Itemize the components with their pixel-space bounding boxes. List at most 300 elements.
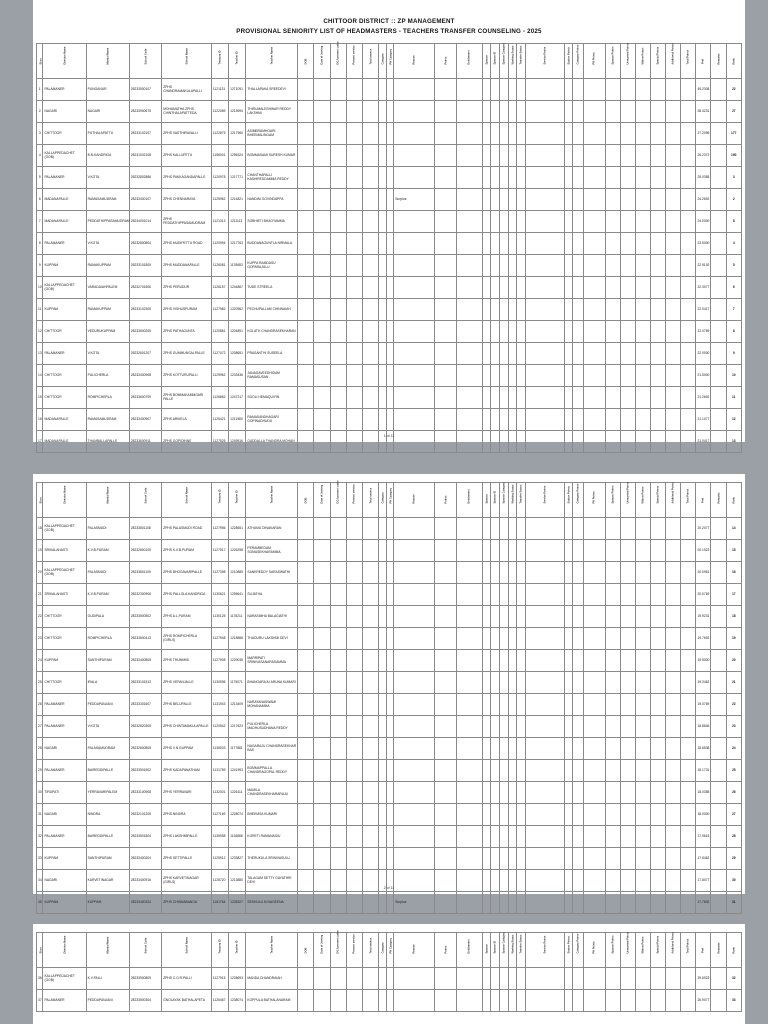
table-cell: 8 (37, 233, 43, 255)
table-cell (482, 277, 491, 299)
table-cell (298, 321, 314, 343)
table-cell (620, 892, 635, 914)
table-cell (379, 211, 387, 233)
table-cell (386, 694, 394, 716)
table-cell (508, 189, 517, 211)
table-cell (491, 804, 500, 826)
table-cell (435, 990, 457, 1012)
table-cell (681, 826, 696, 848)
table-cell: 12 (726, 409, 741, 431)
column-header (346, 44, 362, 79)
column-header (229, 933, 246, 968)
column-header-label: PH Category (389, 48, 393, 64)
table-cell (499, 650, 508, 672)
table-cell: 1217960 (229, 123, 246, 145)
table-cell (394, 782, 435, 804)
table-cell (517, 145, 526, 167)
column-header-label: Teacher ID (235, 939, 239, 953)
table-cell: RAMASANDHAGARI GOPINADHUDU (246, 409, 298, 431)
table-cell: 4 (726, 233, 741, 255)
table-cell (508, 760, 517, 782)
table-cell (298, 101, 314, 123)
table-cell: ZPHS PEDDATHIPPASAMUDRAM (162, 211, 212, 233)
table-cell (651, 826, 666, 848)
table-row (37, 990, 742, 1012)
table-cell (711, 826, 726, 848)
table-cell (330, 365, 346, 387)
column-header (666, 933, 681, 968)
table-cell (517, 584, 526, 606)
table-cell: ZPHS SETTIPALLE (162, 848, 212, 870)
table-cell: 19 (726, 628, 741, 650)
column-header (211, 933, 228, 968)
table-cell: V.KOTA (86, 343, 129, 365)
table-cell: NARAYANASWAMI MOHANAMMA (246, 694, 298, 716)
table-cell (666, 123, 681, 145)
table-cell (651, 365, 666, 387)
table-cell (499, 826, 508, 848)
table-row (37, 650, 742, 672)
table-cell (362, 606, 378, 628)
table-cell: PALAMANER (43, 990, 86, 1012)
table-cell: PALAMANER (43, 233, 86, 255)
table-cell (491, 167, 500, 189)
table-cell: 28233400204 (129, 848, 161, 870)
table-cell (666, 804, 681, 826)
table-cell (666, 650, 681, 672)
column-header-label: Widow Points (641, 486, 645, 503)
table-cell: 14 (726, 518, 741, 540)
table-cell (635, 343, 650, 365)
table-cell (620, 782, 635, 804)
table-cell: BOMMASAMI SURESH KUMAR (246, 145, 298, 167)
column-header-label: Category (381, 941, 385, 953)
table-cell (435, 343, 457, 365)
table-cell (362, 990, 378, 1012)
table-cell: VEDURUKUPPAM (86, 321, 129, 343)
table-cell (314, 387, 330, 409)
table-cell (573, 518, 584, 540)
table-cell (491, 101, 500, 123)
table-cell (605, 540, 620, 562)
table-row (37, 321, 742, 343)
column-header (129, 44, 161, 79)
table-cell (298, 409, 314, 431)
table-cell: 1132001 (211, 782, 228, 804)
table-cell (314, 760, 330, 782)
column-header-label: Station Points (567, 485, 571, 503)
table-cell: 34 (37, 870, 43, 892)
table-cell: 1210885 (229, 562, 246, 584)
table-cell (584, 760, 606, 782)
table-cell: KUPPAM (43, 848, 86, 870)
table-cell (681, 299, 696, 321)
table-cell: 1 (37, 79, 43, 101)
table-cell (314, 233, 330, 255)
table-cell: V.KOTA (86, 716, 129, 738)
table-cell: ZPHS K.V.B.PURAM (162, 540, 212, 562)
column-header-label: Mandal Name (106, 936, 110, 953)
table-cell: 28233102107 (129, 123, 161, 145)
table-cell: 18.1731 (696, 760, 711, 782)
table-cell (525, 650, 564, 672)
table-cell (711, 365, 726, 387)
column-header-label: Special Points (656, 485, 660, 503)
column-header (330, 40, 346, 79)
table-cell (573, 233, 584, 255)
column-header-label: Station Points (567, 46, 571, 64)
table-cell: 20 (726, 650, 741, 672)
table-cell: 24 (37, 650, 43, 672)
table-cell (564, 584, 573, 606)
table-cell (330, 123, 346, 145)
table-cell (482, 826, 491, 848)
table-cell (499, 167, 508, 189)
table-cell: ZPHS GUMMUNGALPALLE (162, 343, 212, 365)
table-cell: PUNGANUR (86, 79, 129, 101)
table-cell (620, 277, 635, 299)
table-cell: 19.5000 (696, 650, 711, 672)
table-cell: PEDDAPANJANI (86, 990, 129, 1012)
column-header-label: Spouse ID (493, 490, 497, 503)
column-header (564, 483, 573, 518)
table-cell (584, 321, 606, 343)
table-cell (491, 848, 500, 870)
table-cell (346, 672, 362, 694)
table-cell: 45.2308 (696, 79, 711, 101)
table-cell (605, 387, 620, 409)
table-cell (584, 782, 606, 804)
table-cell (491, 189, 500, 211)
table-cell (330, 584, 346, 606)
table-cell (362, 233, 378, 255)
column-header-label: Spouse (485, 493, 489, 503)
table-cell: PALASMUDI (86, 518, 129, 540)
table-cell: 1215994 (229, 101, 246, 123)
table-row (37, 79, 742, 101)
table-cell: 1228651 (229, 518, 246, 540)
table-cell (386, 968, 394, 990)
table-cell (517, 255, 526, 277)
table-cell: 1211580 (229, 409, 246, 431)
table-cell: 28 (726, 826, 741, 848)
table-cell (499, 738, 508, 760)
column-header (605, 44, 620, 79)
table-cell (573, 584, 584, 606)
table-cell: 28232800805 (129, 738, 161, 760)
table-cell: CHITTOOR (43, 365, 86, 387)
table-cell (482, 233, 491, 255)
column-header (346, 483, 362, 518)
table-cell (584, 738, 606, 760)
table-cell (491, 540, 500, 562)
table-cell (681, 738, 696, 760)
table-cell (298, 672, 314, 694)
table-cell (651, 650, 666, 672)
table-cell: VARADAIAHPALEM (86, 277, 129, 299)
table-cell: 22.5192 (696, 255, 711, 277)
table-cell (573, 167, 584, 189)
table-cell (517, 716, 526, 738)
column-header-label: Category Points (576, 44, 580, 64)
column-header-label: DOB (304, 497, 308, 503)
table-cell (482, 123, 491, 145)
table-cell (314, 848, 330, 870)
table-cell: ZPHS CHINNABANGA (162, 892, 212, 914)
table-cell: 3 (37, 123, 43, 145)
table-cell: THUDURU LAKSHMI DEVI (246, 628, 298, 650)
table-cell: 1214821 (229, 189, 246, 211)
table-cell (314, 277, 330, 299)
table-cell (525, 628, 564, 650)
table-cell (435, 299, 457, 321)
table-cell (651, 518, 666, 540)
table-cell (491, 79, 500, 101)
table-cell (394, 672, 435, 694)
table-cell (298, 255, 314, 277)
table-cell (314, 584, 330, 606)
table-cell (573, 321, 584, 343)
seniority-table (36, 40, 742, 453)
table-cell (394, 101, 435, 123)
table-cell: 190 (726, 145, 741, 167)
table-cell (666, 518, 681, 540)
column-header-label: Working Status (511, 45, 515, 64)
column-header-label: Present service (352, 483, 356, 503)
column-header (314, 933, 330, 968)
table-cell (456, 606, 482, 628)
table-cell: 1125421 (211, 409, 228, 431)
table-cell (651, 804, 666, 826)
table-cell (379, 277, 387, 299)
table-cell (620, 628, 635, 650)
table-cell: SOBHIETI BHAGYAMMA (246, 211, 298, 233)
table-cell (499, 584, 508, 606)
table-cell (573, 738, 584, 760)
table-cell (379, 321, 387, 343)
column-header-label: Treasury ID (218, 49, 222, 64)
table-cell: SESHULU M NAGEENA (246, 892, 298, 914)
table-cell (330, 540, 346, 562)
table-cell: ROMPICHERLA (86, 387, 129, 409)
table-cell (573, 255, 584, 277)
table-cell (666, 738, 681, 760)
table-cell (525, 990, 564, 1012)
column-header-label: Unmarried Points (626, 481, 630, 503)
table-cell (346, 892, 362, 914)
table-cell (435, 518, 457, 540)
document-header (33, 18, 745, 35)
table-cell: 19.0769 (696, 694, 711, 716)
table-cell: 1120994 (211, 233, 228, 255)
table-cell (379, 299, 387, 321)
column-header (491, 483, 500, 518)
table-cell (651, 628, 666, 650)
table-cell (517, 760, 526, 782)
table-cell (314, 782, 330, 804)
table-cell (456, 233, 482, 255)
table-cell: 28 (37, 738, 43, 760)
table-cell: ZPHS NINDRA (162, 804, 212, 826)
table-cell (314, 255, 330, 277)
column-header-label: DOJ present cadre (336, 929, 340, 953)
table-cell: 1156001 (211, 145, 228, 167)
table-cell (298, 343, 314, 365)
column-header-label: Spouse ID (493, 940, 497, 953)
table-cell: BUDDANAGUNTLA NIRMALA (246, 233, 298, 255)
column-header (635, 483, 650, 518)
column-header (635, 933, 650, 968)
table-cell (482, 694, 491, 716)
table-cell: 25.0385 (696, 167, 711, 189)
table-cell: 1213409 (229, 694, 246, 716)
column-header-label: Additional Points (671, 42, 675, 64)
table-cell: CHITTOOR (43, 628, 86, 650)
table-cell (346, 167, 362, 189)
table-cell: 1208651 (229, 343, 246, 365)
table-cell (298, 299, 314, 321)
table-cell (651, 167, 666, 189)
column-header-label: Working Status (511, 934, 515, 953)
table-cell (681, 694, 696, 716)
table-cell: 29 (726, 848, 741, 870)
column-header (666, 44, 681, 79)
table-cell (564, 123, 573, 145)
table-cell (314, 540, 330, 562)
table-cell: GNOLAYAK BATHALAPETA (162, 990, 212, 1012)
table-cell (711, 892, 726, 914)
table-cell: 1217771 (229, 167, 246, 189)
table-cell (573, 387, 584, 409)
table-cell (482, 189, 491, 211)
table-cell: KORETI RAMANAIDU (246, 826, 298, 848)
table-body (37, 518, 742, 914)
table-cell: B.N.KANDRIGA (86, 145, 129, 167)
table-cell: NAGARI (43, 870, 86, 892)
column-header (435, 44, 457, 79)
table-cell (605, 365, 620, 387)
table-cell: ZPHS VASTHIRAVALLI (162, 123, 212, 145)
column-header-label: DOB (304, 947, 308, 953)
table-cell (508, 79, 517, 101)
table-cell (605, 101, 620, 123)
column-header (346, 933, 362, 968)
document-title: CHITTOOR DISTRICT :: ZP MANAGEMENT (323, 18, 455, 25)
table-cell: 28233801108 (129, 518, 161, 540)
table-cell (362, 321, 378, 343)
table-cell (362, 716, 378, 738)
table-cell (517, 562, 526, 584)
table-cell (508, 277, 517, 299)
column-header-label: Division Name (63, 46, 67, 64)
table-cell (564, 79, 573, 101)
header-row (37, 44, 742, 79)
column-header-label: Date of Joining (320, 484, 324, 503)
table-cell (362, 760, 378, 782)
table-cell: ZPHS A.L.PURAM (162, 606, 212, 628)
table-cell (435, 826, 457, 848)
table-cell: KALLAPPEDACHET (GOB) (43, 277, 86, 299)
column-header (162, 44, 212, 79)
table-cell (346, 123, 362, 145)
table-cell (346, 716, 362, 738)
column-header-label: Division Name (63, 485, 67, 503)
table-cell (499, 628, 508, 650)
table-cell (681, 540, 696, 562)
table-cell (330, 101, 346, 123)
table-cell (379, 145, 387, 167)
table-cell: 9 (726, 343, 741, 365)
table-cell (635, 650, 650, 672)
table-cell (386, 804, 394, 826)
table-cell (435, 672, 457, 694)
table-cell (482, 804, 491, 826)
table-cell (711, 672, 726, 694)
table-cell (525, 782, 564, 804)
table-cell (362, 101, 378, 123)
table-cell (620, 968, 635, 990)
table-cell (584, 650, 606, 672)
table-cell (435, 211, 457, 233)
table-cell (508, 990, 517, 1012)
table-cell (681, 145, 696, 167)
table-cell (346, 782, 362, 804)
table-cell: 17.7692 (696, 892, 711, 914)
table-cell (651, 738, 666, 760)
table-cell: 1247217 (229, 387, 246, 409)
table-cell: PUTHALAPATTU (86, 123, 129, 145)
column-header-label: Pref (701, 947, 705, 953)
table-cell (666, 233, 681, 255)
table-cell (330, 892, 346, 914)
table-cell (435, 409, 457, 431)
table-cell (564, 804, 573, 826)
column-header-label: Sl.no (39, 496, 43, 503)
table-cell: 28233501502 (129, 760, 161, 782)
table-cell: 3 (726, 167, 741, 189)
table-cell (681, 255, 696, 277)
table-cell (620, 672, 635, 694)
header-row (37, 933, 742, 968)
table-cell: 1217623 (229, 716, 246, 738)
table-header (37, 40, 742, 79)
table-cell (394, 299, 435, 321)
table-cell (491, 826, 500, 848)
table-cell (362, 584, 378, 606)
column-header (726, 44, 741, 79)
column-header (605, 933, 620, 968)
table-cell (605, 782, 620, 804)
table-cell (564, 321, 573, 343)
table-cell: 7 (726, 299, 741, 321)
table-cell (635, 123, 650, 145)
column-header (298, 483, 314, 518)
table-cell (298, 387, 314, 409)
table-cell (605, 628, 620, 650)
table-cell (379, 123, 387, 145)
table-cell (564, 145, 573, 167)
table-cell: 27 (726, 101, 741, 123)
table-cell (379, 606, 387, 628)
table-cell (711, 277, 726, 299)
table-cell: 18 (37, 518, 43, 540)
table-cell (525, 145, 564, 167)
table-cell (564, 716, 573, 738)
table-cell (386, 738, 394, 760)
column-header-label: Remarks (717, 53, 720, 64)
table-cell (386, 990, 394, 1012)
table-cell: 19.3462 (696, 672, 711, 694)
